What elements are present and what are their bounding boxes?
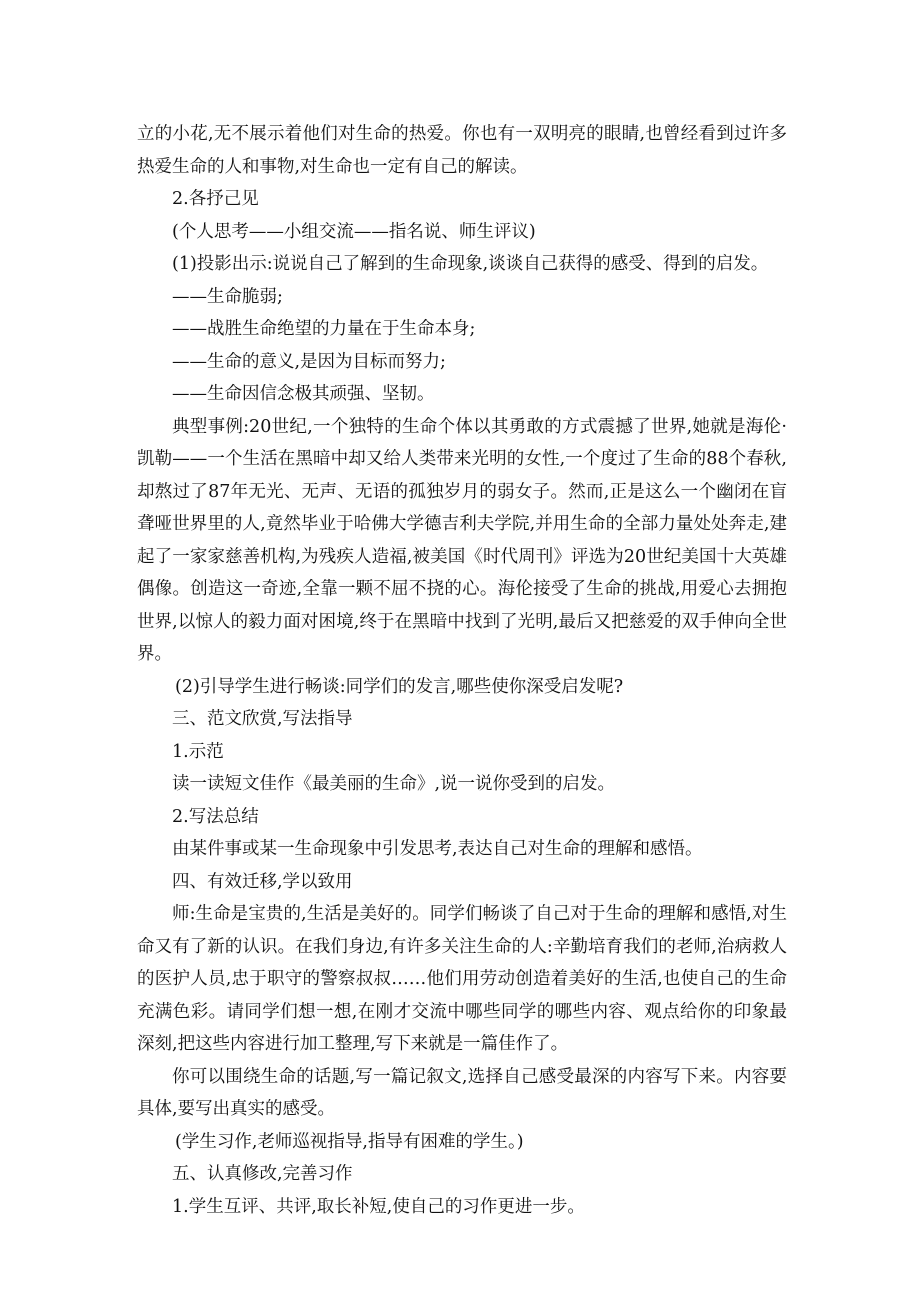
list-item-meaning: ——生命的意义,是因为目标而努力; [172, 351, 446, 372]
paragraph-read-sample: 读一读短文佳作《最美丽的生命》,说一说你受到的启发。 [172, 774, 616, 794]
document-body [137, 118, 787, 1223]
section-heading-3: 三、范文欣赏,写法指导 [172, 709, 353, 729]
list-item-fragile: ——生命脆弱; [172, 286, 283, 307]
paragraph-continuation: 立的小花,无不展示着他们对生命的热爱。你也有一双明亮的眼睛,也曾经看到过许多热爱生命的人和事物,对生命也一定有自己的解读。 [137, 124, 787, 177]
paragraph-process-note: (个人思考——小组交流——指名说、师生评议) [172, 221, 536, 242]
paragraph-method-summary: 由某件事或某一生命现象中引发思考,表达自己对生命的理解和感悟。 [172, 839, 703, 859]
paragraph-projection-prompt: (1)投影出示:说说自己了解到的生命现象,谈谈自己获得的感受、得到的启发。 [172, 254, 769, 274]
paragraph-discussion-prompt: (2)引导学生进行畅谈:同学们的发言,哪些使你深受启发呢? [175, 676, 624, 697]
list-item-belief: ——生命因信念极其顽强、坚韧。 [172, 384, 435, 404]
subheading-demo: 1.示范 [172, 741, 224, 762]
subheading-opinions: 2.各抒己见 [172, 189, 259, 209]
list-item-overcome-despair: ——战胜生命绝望的力量在于生命本身; [172, 319, 476, 339]
section-heading-5: 五、认真修改,完善习作 [172, 1164, 353, 1184]
paragraph-writing-task: 你可以围绕生命的话题,写一篇记叙文,选择自己感受最深的内容写下来。内容要具体,要写出真实的感受。 [137, 1066, 787, 1119]
subheading-summary: 2.写法总结 [172, 806, 259, 827]
paragraph-helen-keller-example: 典型事例:20世纪,一个独特的生命个体以其勇敢的方式震撼了世界,她就是海伦·凯勒——一个生活在黑暗中却又给人类带来光明的女性,一个度过了生命的88个春秋,却熬过了87年无光、无声、无语的孤独岁月的弱女子。然而,正是这么一个幽闭在盲聋哑世界里的人,竟然毕业于哈佛大学德吉利夫学院,并用生命的全部力量处处奔走,建起了一家家慈善机构,为残疾人造福,被美国《时代周刊》评选为20世纪美国十大英雄偶像。创造这一奇迹,全靠一颗不屈不挠的心。海伦接受了生命的挑战,用爱心去拥抱世界,以惊人的毅力面对困境,终于在黑暗中找到了光明,最后又把慈爱的双手伸向全世界。 [137, 416, 787, 664]
paragraph-student-writing-note: (学生习作,老师巡视指导,指导有困难的学生。) [175, 1131, 524, 1152]
paragraph-peer-review: 1.学生互评、共评,取长补短,使自己的习作更进一步。 [172, 1196, 585, 1217]
paragraph-teacher-speech: 师:生命是宝贵的,生活是美好的。同学们畅谈了自己对于生命的理解和感悟,对生命又有了新的认识。在我们身边,有许多关注生命的人:辛勤培育我们的老师,治病救人的医护人员,忠于职守的警察叔叔……他们用劳动创造着美好的生活,也使自己的生命充满色彩。请同学们想一想,在刚才交流中哪些同学的哪些内容、观点给你的印象最深刻,把这些内容进行加工整理,写下来就是一篇佳作了。 [137, 904, 787, 1054]
section-heading-4: 四、有效迁移,学以致用 [172, 871, 353, 892]
